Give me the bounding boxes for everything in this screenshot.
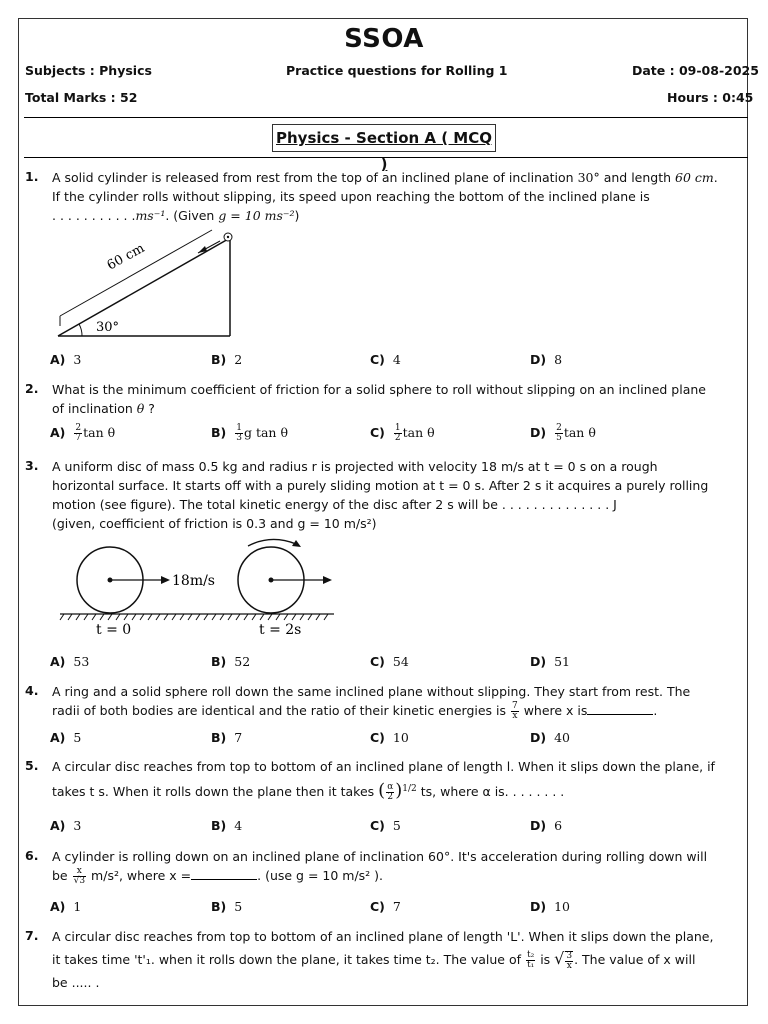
- angle-arc: [79, 324, 82, 336]
- total-marks-label: Total Marks : 52: [25, 90, 138, 105]
- question-3-options: [50, 654, 750, 674]
- question-number: 2.: [25, 381, 39, 396]
- question-6-options: [50, 899, 750, 919]
- question-4-text: A ring and a solid sphere roll down the same inclined plane without slipping. They start from rest. The radii of both bodies are identical and the ratio of their kinetic energies is $\frac{7}{x}$ where x is .: [52, 684, 691, 721]
- velocity-label: 18m/s: [172, 573, 215, 589]
- question-number: 6.: [25, 848, 39, 863]
- section-title-box: [272, 124, 496, 173]
- paper-title: Practice questions for Rolling 1: [286, 63, 508, 78]
- question-number: 7.: [25, 928, 39, 943]
- ground-hatching: [60, 614, 328, 620]
- time-start-label: t = 0: [96, 622, 132, 638]
- section-divider: [24, 157, 748, 158]
- question-1-options: [50, 352, 750, 372]
- date-label: Date : 09-08-2025: [632, 63, 759, 78]
- cylinder-center: [227, 236, 229, 238]
- option-b[interactable]: B) $\frac{1}{3}$ g tan θ: [211, 423, 288, 443]
- option-c[interactable]: C) 5: [370, 818, 401, 833]
- inclined-plane-figure: [52, 226, 242, 340]
- option-b[interactable]: B) 2: [211, 352, 243, 367]
- question-number: 1.: [25, 169, 39, 184]
- option-c[interactable]: C) 10: [370, 730, 409, 745]
- arrow-head: [161, 576, 170, 584]
- question-7-text: A circular disc reaches from top to bottom of an inclined plane of length 'L'. When it slips down the plane, it takes time 't'₁. when it rolls down the plane, it takes time t₂. The value of $\frac{\text{t₂}}{\text{t₁}}$ is √ $\frac{3}{x}$ . The value of x will be ..... .: [52, 929, 714, 990]
- rotation-arrow: [248, 539, 296, 546]
- answer-blank[interactable]: [191, 868, 257, 880]
- option-d[interactable]: D) 10: [530, 899, 570, 914]
- question-5-text: A circular disc reaches from top to bottom of an inclined plane of length l. When it slips down the plane, if takes t s. When it rolls down the plane then it takes ( $\frac{\alpha}{2}$ )$^{1/2}$ ts, where α is. . . . . . . .: [52, 759, 715, 803]
- option-a[interactable]: A) 53: [50, 654, 90, 669]
- option-a[interactable]: A) 5: [50, 730, 82, 745]
- angle-label: 30°: [96, 320, 120, 335]
- arrow-head: [323, 576, 332, 584]
- option-d[interactable]: D) $\frac{2}{5}$ tan θ: [530, 423, 596, 443]
- section-title: Physics - Section A ( MCQ ): [276, 129, 492, 173]
- question-3-text: A uniform disc of mass 0.5 kg and radius r is projected with velocity 18 m/s at t = 0 s on a rough horizontal surface. It starts off with a purely sliding motion at t = 0 s. After 2 s it acquires a purely rolling motion (see figure). The total kinetic energy of the disc after 2 s will be . . . . . . . . . . . . . . J (given, coefficient of friction is 0.3 and g = 10 m/s²): [52, 459, 709, 531]
- time-end-label: t = 2s: [259, 622, 302, 638]
- answer-blank[interactable]: [587, 703, 653, 715]
- option-d[interactable]: D) 51: [530, 654, 570, 669]
- question-4-options: [50, 730, 750, 750]
- option-c[interactable]: C) 7: [370, 899, 401, 914]
- header-divider: [24, 117, 748, 118]
- rolling-disc-figure: [56, 536, 356, 642]
- option-a[interactable]: A) 1: [50, 899, 82, 914]
- option-d[interactable]: D) 8: [530, 352, 563, 367]
- option-a[interactable]: A) 3: [50, 352, 82, 367]
- option-a[interactable]: A) $\frac{2}{7}$ tan θ: [50, 423, 116, 443]
- length-label: 60 cm: [104, 240, 148, 274]
- subject-label: Subjects : Physics: [25, 63, 152, 78]
- page-title: SSOA: [344, 24, 424, 54]
- option-b[interactable]: B) 52: [211, 654, 251, 669]
- hours-label: Hours : 0:45: [667, 90, 754, 105]
- question-2-options: [50, 424, 750, 444]
- option-b[interactable]: B) 4: [211, 818, 243, 833]
- question-1-text: A solid cylinder is released from rest from the top of an inclined plane of inclination 30° and length 60 cm. If the cylinder rolls without slipping, its speed upon reaching the bottom of the inclined plane is . . . . . . . . . . .ms⁻¹. (Given g = 10 ms⁻²): [52, 170, 718, 223]
- option-d[interactable]: D) 40: [530, 730, 570, 745]
- option-d[interactable]: D) 6: [530, 818, 563, 833]
- option-c[interactable]: C) 4: [370, 352, 401, 367]
- option-c[interactable]: C) 54: [370, 654, 409, 669]
- option-c[interactable]: C) $\frac{1}{2}$ tan θ: [370, 423, 435, 443]
- option-b[interactable]: B) 7: [211, 730, 243, 745]
- question-number: 4.: [25, 683, 39, 698]
- question-number: 5.: [25, 758, 39, 773]
- question-number: 3.: [25, 458, 39, 473]
- option-b[interactable]: B) 5: [211, 899, 243, 914]
- question-2-text: What is the minimum coefficient of friction for a solid sphere to roll without slipping on an inclined plane of inclination θ ?: [52, 382, 706, 416]
- option-a[interactable]: A) 3: [50, 818, 82, 833]
- question-5-options: [50, 818, 750, 838]
- question-6-text: A cylinder is rolling down on an inclined plane of inclination 60°. It's acceleration during rolling down will be $\frac{x}{√3}$ m/s², where x = . (use g = 10 m/s² ).: [52, 849, 708, 886]
